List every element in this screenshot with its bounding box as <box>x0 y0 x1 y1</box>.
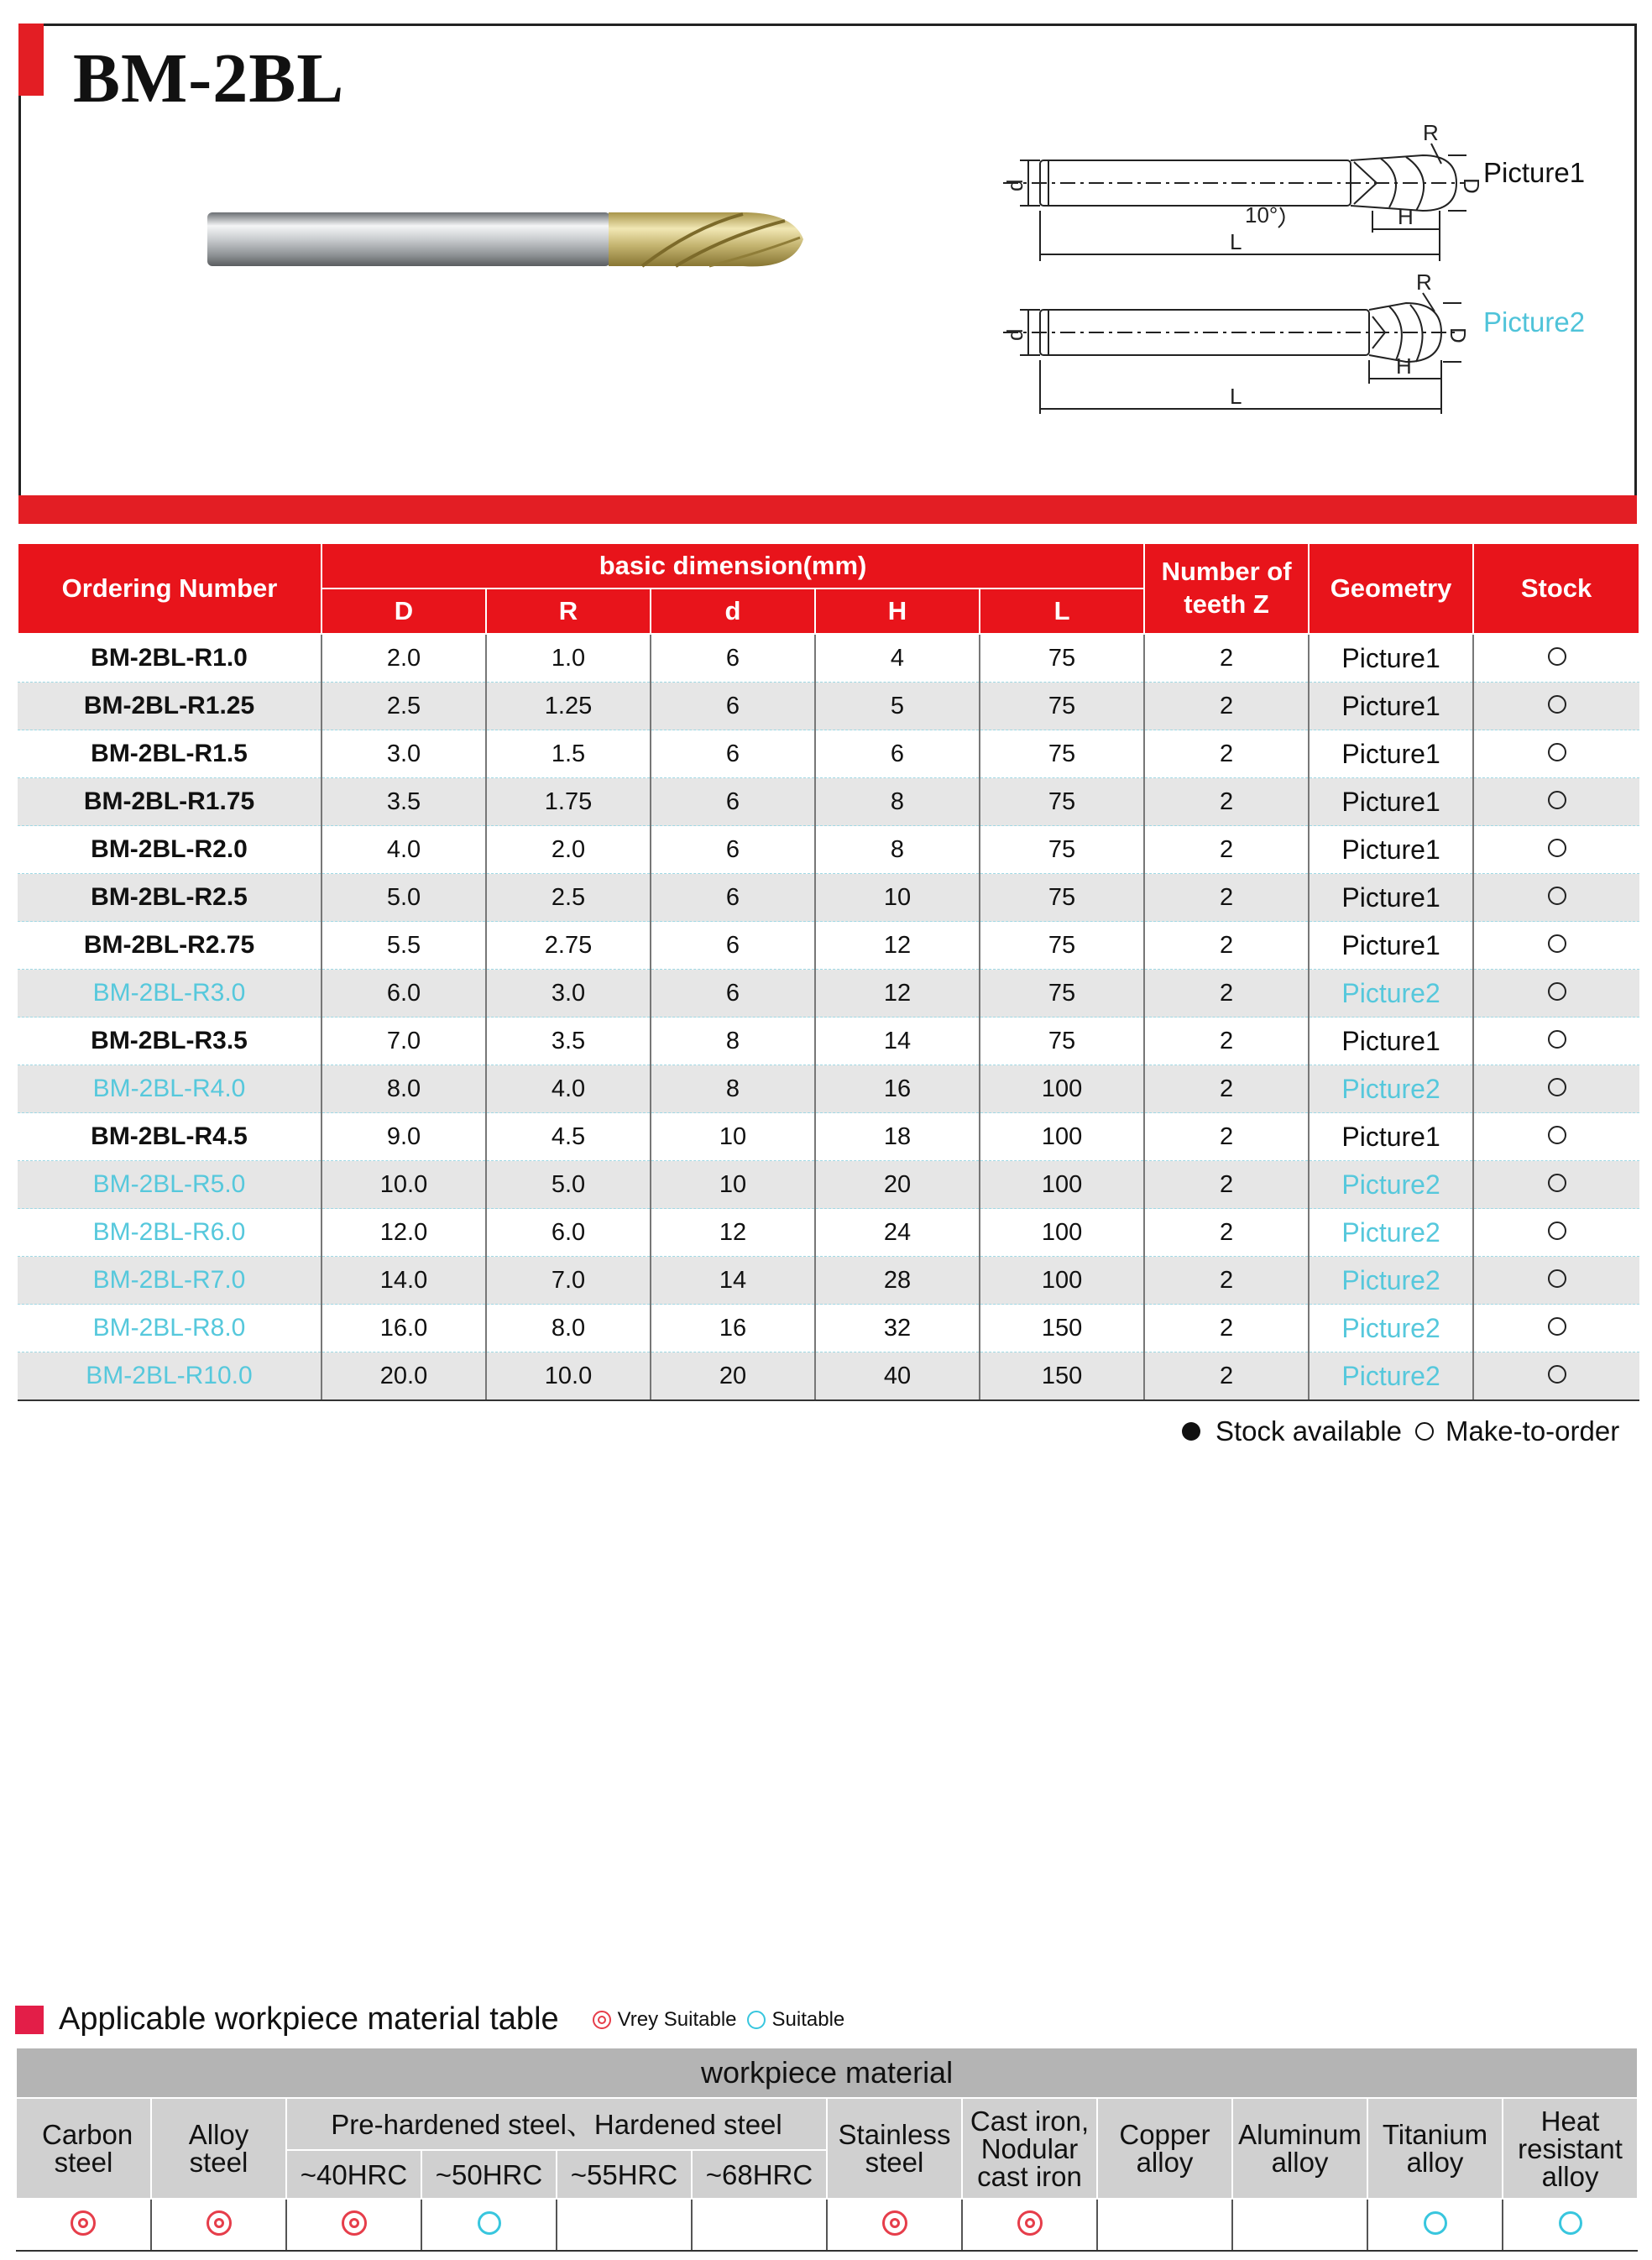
table-row <box>18 1257 1639 1305</box>
stock-cell <box>1473 1209 1639 1257</box>
geometry-cell: Picture2 <box>1309 1257 1473 1305</box>
make-to-order-icon <box>1548 1174 1566 1192</box>
very-suitable-icon <box>1017 2210 1043 2236</box>
ordering-number-cell: BM-2BL-R5.0 <box>18 1161 322 1209</box>
very-suitable-label: Vrey Suitable <box>617 2007 737 2031</box>
make-to-order-label: Make-to-order <box>1445 1415 1620 1447</box>
table-row <box>18 1305 1639 1352</box>
D-cell: 3.0 <box>322 730 486 778</box>
specification-table <box>17 542 1640 1401</box>
D-cell: 7.0 <box>322 1018 486 1065</box>
stock-available-icon <box>1182 1422 1200 1441</box>
make-to-order-icon <box>1548 1269 1566 1288</box>
mat-prehardened-steel: Pre-hardened steel、Hardened steel <box>286 2098 827 2150</box>
R-cell: 4.0 <box>486 1065 651 1113</box>
teeth-cell: 2 <box>1144 1113 1309 1161</box>
L-cell: 150 <box>980 1352 1144 1401</box>
stock-cell <box>1473 1018 1639 1065</box>
table-row <box>18 826 1639 874</box>
d-cell: 6 <box>651 683 815 730</box>
suitability-cell <box>286 2199 421 2251</box>
ordering-number-cell: BM-2BL-R3.5 <box>18 1018 322 1065</box>
D-cell: 12.0 <box>322 1209 486 1257</box>
suitable-icon <box>1424 2211 1447 2235</box>
H-cell: 8 <box>815 778 980 826</box>
d-cell: 20 <box>651 1352 815 1401</box>
header-H: H <box>815 589 980 634</box>
mat-hrc-50: ~50HRC <box>421 2150 557 2199</box>
stock-cell <box>1473 874 1639 922</box>
table-row <box>18 1161 1639 1209</box>
mat-copper-alloy: Copper alloy <box>1097 2098 1232 2199</box>
d-cell: 6 <box>651 874 815 922</box>
R-cell: 2.5 <box>486 874 651 922</box>
ordering-number-cell: BM-2BL-R1.5 <box>18 730 322 778</box>
header-d: d <box>651 589 815 634</box>
stock-cell <box>1473 1161 1639 1209</box>
make-to-order-icon <box>1548 695 1566 714</box>
teeth-cell: 2 <box>1144 1065 1309 1113</box>
very-suitable-icon <box>206 2210 232 2236</box>
d-cell: 8 <box>651 1018 815 1065</box>
stock-cell <box>1473 683 1639 730</box>
table-row <box>18 1209 1639 1257</box>
stock-available-label: Stock available <box>1215 1415 1402 1447</box>
teeth-cell: 2 <box>1144 1161 1309 1209</box>
make-to-order-icon <box>1548 1126 1566 1144</box>
H-cell: 32 <box>815 1305 980 1352</box>
geometry-cell: Picture1 <box>1309 634 1473 683</box>
stock-cell <box>1473 922 1639 970</box>
suitability-cell <box>421 2199 557 2251</box>
L-cell: 75 <box>980 874 1144 922</box>
make-to-order-icon <box>1548 791 1566 809</box>
geometry-cell: Picture1 <box>1309 922 1473 970</box>
L-cell: 75 <box>980 970 1144 1018</box>
d-cell: 10 <box>651 1161 815 1209</box>
H-cell: 6 <box>815 730 980 778</box>
teeth-cell: 2 <box>1144 634 1309 683</box>
D-cell: 3.5 <box>322 778 486 826</box>
L-cell: 75 <box>980 683 1144 730</box>
D-cell: 4.0 <box>322 826 486 874</box>
mat-hrc-55: ~55HRC <box>557 2150 692 2199</box>
header-stock: Stock <box>1473 543 1639 634</box>
L-cell: 75 <box>980 730 1144 778</box>
D-cell: 2.0 <box>322 634 486 683</box>
header-D: D <box>322 589 486 634</box>
ordering-number-cell: BM-2BL-R8.0 <box>18 1305 322 1352</box>
suitability-cell <box>16 2199 151 2251</box>
suitability-legend <box>593 2008 845 2032</box>
D-cell: 5.5 <box>322 922 486 970</box>
R-cell: 3.5 <box>486 1018 651 1065</box>
teeth-cell: 2 <box>1144 730 1309 778</box>
teeth-cell: 2 <box>1144 1257 1309 1305</box>
geometry-cell: Picture1 <box>1309 1018 1473 1065</box>
ordering-number-cell: BM-2BL-R1.25 <box>18 683 322 730</box>
suitability-cell <box>962 2199 1097 2251</box>
ordering-number-cell: BM-2BL-R2.0 <box>18 826 322 874</box>
mat-stainless-steel: Stainless steel <box>827 2098 962 2199</box>
stock-cell <box>1473 1305 1639 1352</box>
table-row <box>18 634 1639 683</box>
mat-cast-iron: Cast iron, Nodular cast iron <box>962 2098 1097 2199</box>
d-cell: 6 <box>651 826 815 874</box>
ordering-number-cell: BM-2BL-R1.75 <box>18 778 322 826</box>
d-cell: 8 <box>651 1065 815 1113</box>
H-cell: 12 <box>815 922 980 970</box>
picture2-label: Picture2 <box>1483 306 1586 337</box>
make-to-order-icon <box>1548 934 1566 953</box>
geometry-cell: Picture2 <box>1309 970 1473 1018</box>
L-cell: 75 <box>980 922 1144 970</box>
H-cell: 4 <box>815 634 980 683</box>
H-cell: 12 <box>815 970 980 1018</box>
geometry-cell: Picture2 <box>1309 1209 1473 1257</box>
H-cell: 8 <box>815 826 980 874</box>
L-cell: 150 <box>980 1305 1144 1352</box>
geometry-cell: Picture1 <box>1309 778 1473 826</box>
teeth-cell: 2 <box>1144 1352 1309 1401</box>
R-cell: 8.0 <box>486 1305 651 1352</box>
H-cell: 14 <box>815 1018 980 1065</box>
dim-r-label-1: R <box>1423 120 1439 145</box>
table-row <box>18 922 1639 970</box>
product-header-panel <box>18 24 1637 524</box>
table-row <box>18 1352 1639 1401</box>
make-to-order-icon <box>1548 1222 1566 1240</box>
D-cell: 16.0 <box>322 1305 486 1352</box>
teeth-cell: 2 <box>1144 1018 1309 1065</box>
mat-titanium-alloy: Titanium alloy <box>1367 2098 1503 2199</box>
very-suitable-icon <box>593 2011 611 2029</box>
dim-d-label-1: d <box>1002 179 1027 191</box>
table-row <box>18 778 1639 826</box>
material-table-title: Applicable workpiece material table <box>59 2001 559 2037</box>
dim-angle-label: 10° <box>1245 202 1278 228</box>
ordering-number-cell: BM-2BL-R3.0 <box>18 970 322 1018</box>
material-table-heading <box>15 2001 844 2038</box>
ordering-number-cell: BM-2BL-R2.5 <box>18 874 322 922</box>
D-cell: 9.0 <box>322 1113 486 1161</box>
d-cell: 12 <box>651 1209 815 1257</box>
d-cell: 6 <box>651 634 815 683</box>
H-cell: 5 <box>815 683 980 730</box>
R-cell: 2.0 <box>486 826 651 874</box>
d-cell: 16 <box>651 1305 815 1352</box>
header-teeth: Number of teeth Z <box>1144 543 1309 634</box>
R-cell: 10.0 <box>486 1352 651 1401</box>
L-cell: 75 <box>980 826 1144 874</box>
suitable-icon <box>747 2011 766 2029</box>
R-cell: 3.0 <box>486 970 651 1018</box>
stock-cell <box>1473 1113 1639 1161</box>
L-cell: 100 <box>980 1257 1144 1305</box>
suitability-cell <box>557 2199 692 2251</box>
stock-cell <box>1473 826 1639 874</box>
H-cell: 16 <box>815 1065 980 1113</box>
geometry-cell: Picture1 <box>1309 730 1473 778</box>
stock-cell <box>1473 1257 1639 1305</box>
dim-h-label-1: H <box>1398 204 1414 229</box>
header-geometry: Geometry <box>1309 543 1473 634</box>
stock-cell <box>1473 634 1639 683</box>
teeth-cell: 2 <box>1144 778 1309 826</box>
suitability-cell <box>1367 2199 1503 2251</box>
table-row <box>18 683 1639 730</box>
geometry-cell: Picture2 <box>1309 1065 1473 1113</box>
end-mill-photo <box>206 202 818 278</box>
stock-cell <box>1473 778 1639 826</box>
make-to-order-icon <box>1548 1317 1566 1336</box>
R-cell: 1.0 <box>486 634 651 683</box>
panel-bottom-bar <box>18 495 1637 524</box>
geometry-cell: Picture2 <box>1309 1352 1473 1401</box>
dim-D-label-2: D <box>1446 327 1471 343</box>
D-cell: 6.0 <box>322 970 486 1018</box>
R-cell: 1.5 <box>486 730 651 778</box>
table-row <box>18 874 1639 922</box>
D-cell: 14.0 <box>322 1257 486 1305</box>
H-cell: 10 <box>815 874 980 922</box>
table-row <box>18 1065 1639 1113</box>
teeth-cell: 2 <box>1144 1209 1309 1257</box>
make-to-order-icon <box>1548 982 1566 1001</box>
L-cell: 100 <box>980 1209 1144 1257</box>
header-basic-dimension: basic dimension(mm) <box>322 543 1144 589</box>
R-cell: 4.5 <box>486 1113 651 1161</box>
make-to-order-icon <box>1548 743 1566 761</box>
L-cell: 100 <box>980 1161 1144 1209</box>
ordering-number-cell: BM-2BL-R1.0 <box>18 634 322 683</box>
table-row <box>18 970 1639 1018</box>
H-cell: 24 <box>815 1209 980 1257</box>
make-to-order-icon <box>1548 1078 1566 1096</box>
make-to-order-icon <box>1415 1422 1434 1441</box>
D-cell: 20.0 <box>322 1352 486 1401</box>
H-cell: 28 <box>815 1257 980 1305</box>
ordering-number-cell: BM-2BL-R6.0 <box>18 1209 322 1257</box>
d-cell: 10 <box>651 1113 815 1161</box>
R-cell: 1.75 <box>486 778 651 826</box>
make-to-order-icon <box>1548 647 1566 666</box>
header-L: L <box>980 589 1144 634</box>
mat-heat-resistant-alloy: Heat resistant alloy <box>1503 2098 1638 2199</box>
teeth-cell: 2 <box>1144 874 1309 922</box>
dimension-diagram <box>953 102 1484 437</box>
product-title: BM-2BL <box>73 39 345 118</box>
suitable-label: Suitable <box>771 2007 845 2031</box>
very-suitable-icon <box>71 2210 96 2236</box>
geometry-cell: Picture1 <box>1309 874 1473 922</box>
suitability-cell <box>1097 2199 1232 2251</box>
R-cell: 5.0 <box>486 1161 651 1209</box>
d-cell: 6 <box>651 778 815 826</box>
suitability-cell <box>692 2199 827 2251</box>
very-suitable-icon <box>882 2210 907 2236</box>
teeth-cell: 2 <box>1144 683 1309 730</box>
very-suitable-icon <box>342 2210 367 2236</box>
D-cell: 8.0 <box>322 1065 486 1113</box>
dim-l-label-1: L <box>1230 229 1242 254</box>
geometry-cell: Picture2 <box>1309 1161 1473 1209</box>
ordering-number-cell: BM-2BL-R7.0 <box>18 1257 322 1305</box>
title-accent-bar <box>18 24 44 96</box>
suitability-cell <box>827 2199 962 2251</box>
dim-l-label-2: L <box>1230 384 1242 409</box>
L-cell: 100 <box>980 1065 1144 1113</box>
geometry-cell: Picture1 <box>1309 826 1473 874</box>
table-row <box>18 1113 1639 1161</box>
L-cell: 75 <box>980 634 1144 683</box>
stock-cell <box>1473 1352 1639 1401</box>
make-to-order-icon <box>1548 1030 1566 1049</box>
suitability-cell <box>1232 2199 1367 2251</box>
D-cell: 5.0 <box>322 874 486 922</box>
ordering-number-cell: BM-2BL-R4.0 <box>18 1065 322 1113</box>
R-cell: 6.0 <box>486 1209 651 1257</box>
stock-cell <box>1473 730 1639 778</box>
ordering-number-cell: BM-2BL-R10.0 <box>18 1352 322 1401</box>
ordering-number-cell: BM-2BL-R2.75 <box>18 922 322 970</box>
dim-D-label-1: D <box>1459 178 1484 194</box>
suitability-cell <box>1503 2199 1638 2251</box>
section-marker-icon <box>15 2006 44 2034</box>
d-cell: 6 <box>651 922 815 970</box>
table-row <box>18 730 1639 778</box>
stock-cell <box>1473 970 1639 1018</box>
H-cell: 20 <box>815 1161 980 1209</box>
geometry-cell: Picture1 <box>1309 683 1473 730</box>
geometry-cell: Picture1 <box>1309 1113 1473 1161</box>
teeth-cell: 2 <box>1144 922 1309 970</box>
R-cell: 2.75 <box>486 922 651 970</box>
L-cell: 100 <box>980 1113 1144 1161</box>
mat-carbon-steel: Carbon steel <box>16 2098 151 2199</box>
table-row <box>18 1018 1639 1065</box>
geometry-cell: Picture2 <box>1309 1305 1473 1352</box>
suitability-row <box>16 2199 1638 2251</box>
H-cell: 18 <box>815 1113 980 1161</box>
make-to-order-icon <box>1548 887 1566 905</box>
ordering-number-cell: BM-2BL-R4.5 <box>18 1113 322 1161</box>
d-cell: 6 <box>651 970 815 1018</box>
suitable-icon <box>478 2211 501 2235</box>
R-cell: 7.0 <box>486 1257 651 1305</box>
teeth-cell: 2 <box>1144 970 1309 1018</box>
mat-hrc-40: ~40HRC <box>286 2150 421 2199</box>
mat-hrc-68: ~68HRC <box>692 2150 827 2199</box>
header-R: R <box>486 589 651 634</box>
suitable-icon <box>1559 2211 1582 2235</box>
D-cell: 2.5 <box>322 683 486 730</box>
R-cell: 1.25 <box>486 683 651 730</box>
L-cell: 75 <box>980 1018 1144 1065</box>
make-to-order-icon <box>1548 1365 1566 1384</box>
make-to-order-icon <box>1548 839 1566 857</box>
material-table <box>15 2047 1639 2252</box>
teeth-cell: 2 <box>1144 1305 1309 1352</box>
picture1-label: Picture1 <box>1483 157 1586 188</box>
header-ordering-number: Ordering Number <box>18 543 322 634</box>
material-header: workpiece material <box>16 2048 1638 2098</box>
d-cell: 6 <box>651 730 815 778</box>
dim-h-label-2: H <box>1396 353 1412 379</box>
L-cell: 75 <box>980 778 1144 826</box>
D-cell: 10.0 <box>322 1161 486 1209</box>
stock-legend <box>1182 1415 1619 1447</box>
dim-d-label-2: d <box>1002 328 1027 341</box>
teeth-cell: 2 <box>1144 826 1309 874</box>
dim-r-label-2: R <box>1416 269 1432 295</box>
mat-aluminum-alloy: Aluminum alloy <box>1232 2098 1367 2199</box>
mat-alloy-steel: Alloy steel <box>151 2098 286 2199</box>
stock-cell <box>1473 1065 1639 1113</box>
suitability-cell <box>151 2199 286 2251</box>
H-cell: 40 <box>815 1352 980 1401</box>
d-cell: 14 <box>651 1257 815 1305</box>
